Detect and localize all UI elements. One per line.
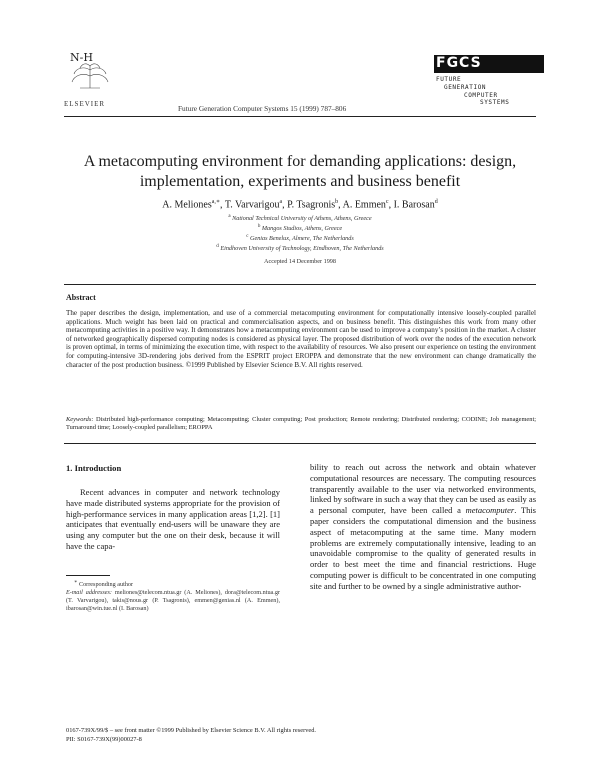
intro-right-text: bility to reach out across the network and obtain whatever computational resources are necessary. The computing resources transparently available to the user via networked environments, linked by software in such a way that they can be used as easily as a personal computer, have been called a xyxy=(310,462,536,516)
intro-right-column xyxy=(310,462,536,592)
affiliation xyxy=(60,214,540,222)
nh-logo-text: N-H xyxy=(70,51,93,64)
corresponding-author-note xyxy=(66,579,280,589)
intro-right-text: . This paper considers the computational dimension and the business aspect of metacomputing at the same time. Many modern problems are extremely computationally intensive, leading to an unavoidable compromise to the quality of generated results in order to best meet the time and financial restrictions. Huge computing power is difficult to be concentrated in one computing site and further to be owned by a single administrative author- xyxy=(310,505,536,591)
affiliation-mark: d xyxy=(216,244,219,249)
author-name: T. Varvarigou xyxy=(224,199,280,211)
keywords-list: Distributed high-performance computing; Metacomputing; Cluster computing; Post production; Remote rendering; Distributed rendering; CODINE; Job management; Turnaround time; Loosely-coupled parallelism; EROPPA xyxy=(66,416,536,432)
section-heading: 1. Introduction xyxy=(66,463,122,473)
author-name: A. Emmen xyxy=(342,199,386,211)
email-addresses xyxy=(66,589,280,613)
author-affil-mark: a xyxy=(279,199,283,205)
affiliation-mark: a xyxy=(228,214,231,219)
author-affil-mark: a,∗ xyxy=(211,199,220,205)
author-affil-mark: d xyxy=(434,199,438,205)
affiliation-text: Genias Benelux, Almere, The Netherlands xyxy=(249,235,354,243)
abstract-top-rule xyxy=(64,284,536,285)
affiliation xyxy=(60,224,540,232)
journal-citation: Future Generation Computer Systems 15 (1999) 787–806 xyxy=(178,104,347,113)
footnote-mark: ∗ xyxy=(74,580,78,585)
affiliation-text: National Technical University of Athens, Athens, Greece xyxy=(232,215,372,223)
fgcs-logo-line: SYSTEMS xyxy=(480,99,510,106)
email-list: meliones@telecom.ntua.gr (A. Meliones), dora@telecom.ntua.gr (T. Varvarigou), takis@nous.gr (P. Tsagronis), emmen@genias.nl (A. Emmen), ibarosan@win.tue.nl (I. Barosan) xyxy=(66,588,281,612)
affiliation-mark: b xyxy=(257,224,261,229)
author-affil-mark: c xyxy=(385,199,389,205)
fgcs-logo-line: FUTURE xyxy=(436,76,462,83)
corresponding-label: Corresponding author xyxy=(78,581,134,589)
footnote-rule xyxy=(66,575,110,576)
author-list: A. Meliones$^{a,∗}$, T. Varvarigou$^a$, P. Tsagronis$^b$, A. Emmen$^c$, I. Barosan$^d$ xyxy=(162,199,438,211)
abstract-heading: Abstract xyxy=(66,293,96,302)
header-rule xyxy=(64,116,536,117)
copyright-pii xyxy=(66,726,536,744)
pii-line: PII: S0167-739X(99)00027-8 xyxy=(66,736,142,743)
affiliation-text: Mangos Studios, Athens, Greece xyxy=(261,225,343,233)
abstract-text: The paper describes the design, implementation, and use of a commercial metacomputing environment for computationally intensive loosely-coupled parallel applications. Much weight has been laid on practical and commercialisation aspects, and on business benefit. This distinguishes this work from many other metacomputing activities in a positive way. It demonstrates how a metacomputing environment can be used to improve a company’s position in the market. A cluster of networked geographically dispersed computing nodes is considered as physical layer. The proposed distribution of work over the nodes of the execution network is proven optimal, in terms of minimizing the execution time, with respect to the availability of resources. We also present our experience on testing the environment for computing-intensive 3D-rendering jobs derived from the ESPRIT project EROPPA and demonstrate that the new environment can change dramatically the character of the post production business. ©1999 Published by Elsevier Science B.V. All rights reserved. xyxy=(66,309,536,369)
publisher-name: ELSEVIER xyxy=(64,100,106,108)
footnote xyxy=(66,579,280,613)
fgcs-logo-line: GENERATION xyxy=(444,84,487,91)
email-label: E-mail addresses: xyxy=(66,588,112,596)
affiliation xyxy=(60,244,540,252)
abstract-bottom-rule xyxy=(64,443,536,444)
fgcs-logo-title: FGCS xyxy=(436,55,482,71)
affiliation xyxy=(60,234,540,242)
author-name: A. Meliones xyxy=(162,199,212,211)
affiliation-mark: c xyxy=(246,234,249,239)
front-matter-line: 0167-739X/99/$ – see front matter ©1999 Published by Elsevier Science B.V. All rights reserved. xyxy=(66,727,317,734)
author-name: P. Tsagronis xyxy=(287,199,336,211)
keywords-label: Keywords: xyxy=(66,416,94,423)
keywords xyxy=(66,416,536,433)
north-holland-logo xyxy=(66,50,116,90)
article-title: A metacomputing environment for demanding applications: design, implementation, experiments and business benefit xyxy=(83,153,517,190)
intro-left-column: Recent advances in computer and network technology have made distributed systems appropriate for the provision of high-performance services in many application areas [1,2]. [1] anticipates that eventually end-users will be unaware they are using any computer but the one on their desk, because it will have the capa- xyxy=(66,487,280,551)
fgcs-logo-line: COMPUTER xyxy=(464,92,498,99)
metacomputer-term: metacomputer xyxy=(465,505,515,516)
author-name: I. Barosan xyxy=(393,199,435,211)
author-affil-mark: b xyxy=(335,199,339,205)
accepted-date: Accepted 14 December 1998 xyxy=(264,258,336,265)
affiliation-text: Eindhoven University of Technology, Eindhoven, The Netherlands xyxy=(220,245,384,253)
